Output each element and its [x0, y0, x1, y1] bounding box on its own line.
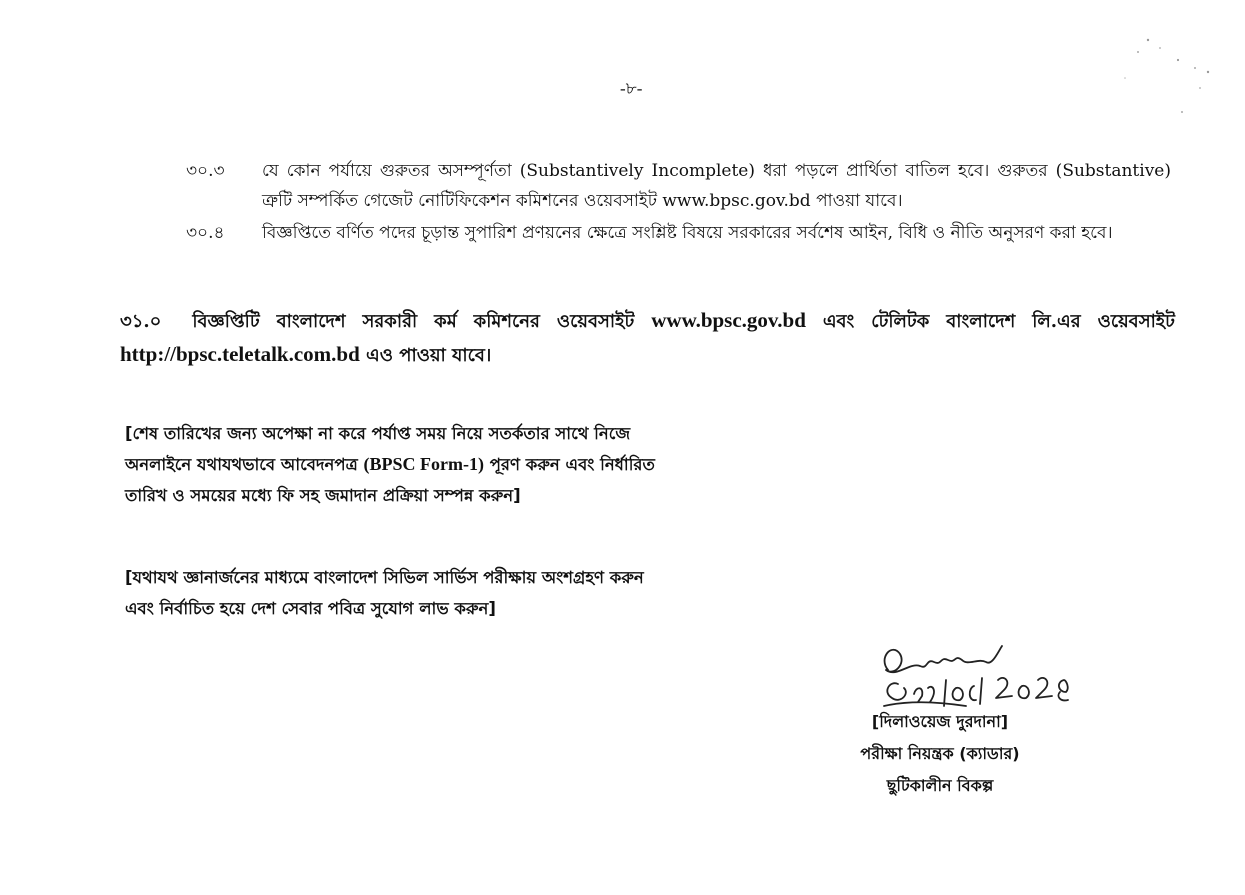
clause-30-4 [186, 218, 1171, 248]
scan-specks [1100, 30, 1230, 120]
section-text-1: বিজ্ঞপ্তিটি বাংলাদেশ সরকারী কর্ম কমিশনের ওয়েবসাইট [192, 311, 635, 332]
clause-number: ৩০.৪ [186, 223, 225, 243]
notice-text-1: [শেষ তারিখের জন্য অপেক্ষা না করে পর্যাপ্ত সময় নিয়ে সতর্কতার সাথে নিজে অনলাইনে যথাযথভাবে আবেদনপত্র [125, 424, 631, 474]
clause-text: যে কোন পর্যায়ে গুরুতর অসম্পূর্ণতা (Substantively Incomplete) ধরা পড়লে প্রার্থিতা বাতিল হবে। গুরুতর (Substantive) ত্রুটি সম্পর্কিত গেজেট নোটিফিকেশন কমিশনের ওয়েবসাইট www.bpsc.gov.bd পাওয়া যাবে। [262, 161, 1171, 211]
clause-30-3 [186, 156, 1171, 216]
page-number: -৮- [620, 79, 643, 98]
signatory-name: [দিলাওয়েজ দুরদানা] [871, 712, 1009, 731]
section-text-2: এবং টেলিটক বাংলাদেশ লি.এর ওয়েবসাইট [822, 311, 1175, 332]
notice-apply-early [125, 418, 685, 511]
notice-participate: [যথাযথ জ্ঞানার্জনের মাধ্যমে বাংলাদেশ সিভিল সার্ভিস পরীক্ষায় অংশগ্রহণ করুন এবং নির্বাচিত হয়ে দেশ সেবার পবিত্র সুযোগ লাভ করুন] [125, 568, 644, 618]
clause-number: ৩০.৩ [186, 161, 225, 181]
signatory-status: ছুটিকালীন বিকল্প [886, 776, 994, 795]
notice-text-2: পূরণ করুন এবং নির্ধারিত তারিখ ও সময়ের মধ্যে ফি সহ জমাদান প্রক্রিয়া সম্পন্ন করুন] [125, 455, 655, 505]
clause-text: বিজ্ঞপ্তিতে বর্ণিত পদের চূড়ান্ত সুপারিশ প্রণয়নের ক্ষেত্রে সংশ্লিষ্ট বিষয়ে সরকারের সর্বশেষ আইন, বিধি ও নীতি অনুসরণ করা হবে। [262, 223, 1113, 243]
teletalk-website-link[interactable]: http://bpsc.teletalk.com.bd [120, 342, 360, 366]
form-name: (BPSC Form-1) [363, 454, 484, 474]
section-31 [120, 304, 1175, 372]
section-text-3: এও পাওয়া যাবে। [366, 345, 492, 366]
signatory-designation: পরীক্ষা নিয়ন্ত্রক (ক্যাডার) [860, 744, 1020, 763]
signatory-block [830, 706, 1050, 802]
section-number: ৩১.০ [120, 311, 162, 332]
bpsc-website-link[interactable]: www.bpsc.gov.bd [651, 308, 806, 332]
